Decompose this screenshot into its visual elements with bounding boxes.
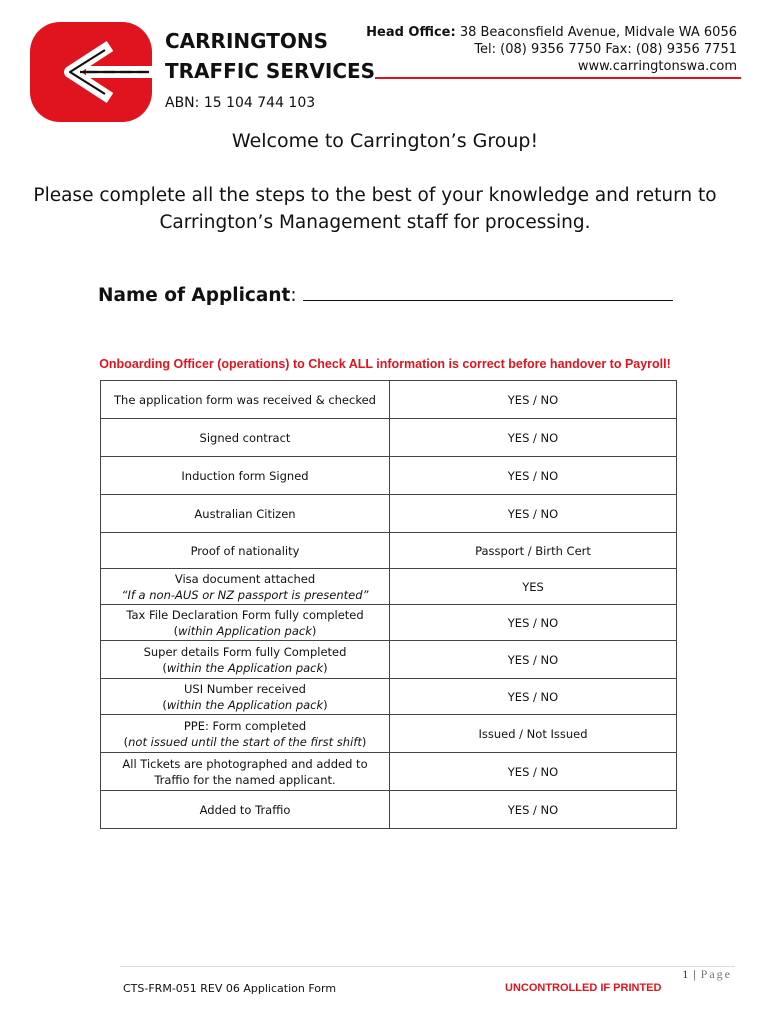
checklist-item bbox=[101, 605, 390, 641]
page-label: Page bbox=[700, 967, 732, 981]
abn-number: ABN: 15 104 744 103 bbox=[165, 95, 316, 111]
checklist-item-label: USI Number received bbox=[184, 681, 306, 696]
checklist-note-suffix: ) bbox=[311, 623, 317, 638]
checklist-status[interactable]: YES / NO bbox=[390, 679, 677, 715]
head-office-address: 38 Beaconsfield Avenue, Midvale WA 6056 bbox=[459, 25, 737, 40]
checklist-row bbox=[101, 641, 677, 679]
checklist-status[interactable]: YES / NO bbox=[390, 605, 677, 641]
checklist-item bbox=[101, 533, 390, 569]
checklist-note-suffix: ) bbox=[323, 660, 328, 675]
checklist-row bbox=[101, 457, 677, 495]
checklist-row bbox=[101, 495, 677, 533]
checklist-item bbox=[101, 457, 390, 495]
checklist-row bbox=[101, 419, 677, 457]
checklist-item-label: Signed contract bbox=[199, 430, 291, 445]
checklist-status[interactable]: Passport / Birth Cert bbox=[390, 533, 677, 569]
checklist-item bbox=[101, 791, 390, 829]
checklist-item-note: within the Application pack bbox=[166, 660, 324, 675]
company-name-line1: CARRINGTONS bbox=[165, 29, 328, 53]
checklist-item bbox=[101, 641, 390, 679]
checklist-status[interactable]: YES / NO bbox=[390, 753, 677, 791]
carringtons-logo bbox=[30, 22, 152, 122]
applicant-name-separator: : bbox=[290, 285, 297, 306]
checklist-row bbox=[101, 569, 677, 605]
checklist-item bbox=[101, 419, 390, 457]
checklist-status[interactable]: YES / NO bbox=[390, 495, 677, 533]
checklist-row bbox=[101, 605, 677, 641]
checklist-item-note: within the Application pack bbox=[166, 697, 324, 712]
header-divider bbox=[375, 77, 741, 79]
website-link[interactable]: www.carringtonswa.com bbox=[577, 59, 737, 74]
checklist-item-label: Australian Citizen bbox=[194, 506, 296, 521]
applicant-name-row bbox=[98, 282, 673, 306]
uncontrolled-notice: UNCONTROLLED IF PRINTED bbox=[505, 982, 662, 994]
checklist-item-label: Tax File Declaration Form fully completed bbox=[126, 607, 364, 622]
document-reference: CTS-FRM-051 REV 06 Application Form bbox=[123, 982, 337, 995]
checklist-status[interactable]: YES / NO bbox=[390, 381, 677, 419]
checklist-status[interactable]: YES / NO bbox=[390, 791, 677, 829]
checklist-item-note: within Application pack bbox=[178, 623, 312, 638]
checklist-item bbox=[101, 495, 390, 533]
checklist-row bbox=[101, 753, 677, 791]
checklist-item-note: “If a non-AUS or NZ passport is presented” bbox=[121, 587, 369, 602]
checklist-item bbox=[101, 381, 390, 419]
checklist-note-suffix: ) bbox=[361, 734, 367, 749]
checklist-item bbox=[101, 715, 390, 753]
checklist-item-label: Induction form Signed bbox=[181, 468, 309, 483]
checklist-row bbox=[101, 533, 677, 569]
checklist-item-note-line bbox=[107, 660, 383, 676]
checklist-note-prefix: ( bbox=[123, 734, 129, 749]
checklist-note-prefix: ( bbox=[173, 623, 179, 638]
checklist-row bbox=[101, 381, 677, 419]
checklist-note-suffix: ) bbox=[323, 697, 328, 712]
checklist-note-prefix: ( bbox=[162, 660, 167, 675]
applicant-name-field[interactable] bbox=[303, 282, 673, 301]
checklist-item-note-line bbox=[107, 587, 383, 603]
checklist-item-label: Proof of nationality bbox=[190, 543, 300, 558]
checklist-row bbox=[101, 791, 677, 829]
checklist-item-note-line bbox=[107, 697, 383, 713]
checklist-item bbox=[101, 569, 390, 605]
page-number-value: 1 bbox=[682, 967, 690, 981]
welcome-heading: Welcome to Carrington’s Group! bbox=[231, 130, 539, 152]
onboarding-checklist bbox=[100, 380, 677, 829]
checklist-row bbox=[101, 715, 677, 753]
checklist-status[interactable]: Issued / Not Issued bbox=[390, 715, 677, 753]
footer-divider bbox=[120, 966, 735, 967]
page-separator: | bbox=[689, 967, 701, 981]
checklist-item-label: Super details Form fully Completed bbox=[143, 644, 347, 659]
page-number bbox=[682, 967, 732, 982]
checklist-item-label: Added to Traffio bbox=[199, 802, 291, 817]
checklist-item-note-line bbox=[107, 623, 383, 639]
company-name-line2: TRAFFIC SERVICES bbox=[165, 59, 376, 83]
checklist-item-label: The application form was received & checked bbox=[114, 392, 376, 407]
checklist-status[interactable]: YES / NO bbox=[390, 419, 677, 457]
checklist-item-label: All Tickets are photographed and added to Traffio for the named applicant. bbox=[122, 756, 368, 787]
checklist-note-prefix: ( bbox=[162, 697, 167, 712]
instructions-text: Please complete all the steps to the best of your knowledge and return to Carrington’s Management staff for processing. bbox=[33, 185, 717, 233]
onboarding-warning: Onboarding Officer (operations) to Check ALL information is correct before handover to Payroll! bbox=[99, 357, 671, 371]
checklist-item-label: Visa document attached bbox=[174, 571, 316, 586]
contact-numbers: Tel: (08) 9356 7750 Fax: (08) 9356 7751 bbox=[474, 42, 737, 57]
checklist-status[interactable]: YES / NO bbox=[390, 641, 677, 679]
applicant-name-label: Name of Applicant bbox=[98, 285, 291, 306]
checklist-status[interactable]: YES / NO bbox=[390, 457, 677, 495]
head-office-block bbox=[366, 24, 737, 75]
checklist-row bbox=[101, 679, 677, 715]
head-office-label: Head Office: bbox=[366, 25, 456, 40]
checklist-item-label: PPE: Form completed bbox=[183, 718, 307, 733]
checklist-item bbox=[101, 753, 390, 791]
checklist-item-note: not issued until the start of the first shift bbox=[128, 734, 362, 749]
checklist-item-note-line bbox=[107, 734, 383, 750]
company-name bbox=[165, 26, 375, 86]
checklist-item bbox=[101, 679, 390, 715]
checklist-status[interactable]: YES bbox=[390, 569, 677, 605]
